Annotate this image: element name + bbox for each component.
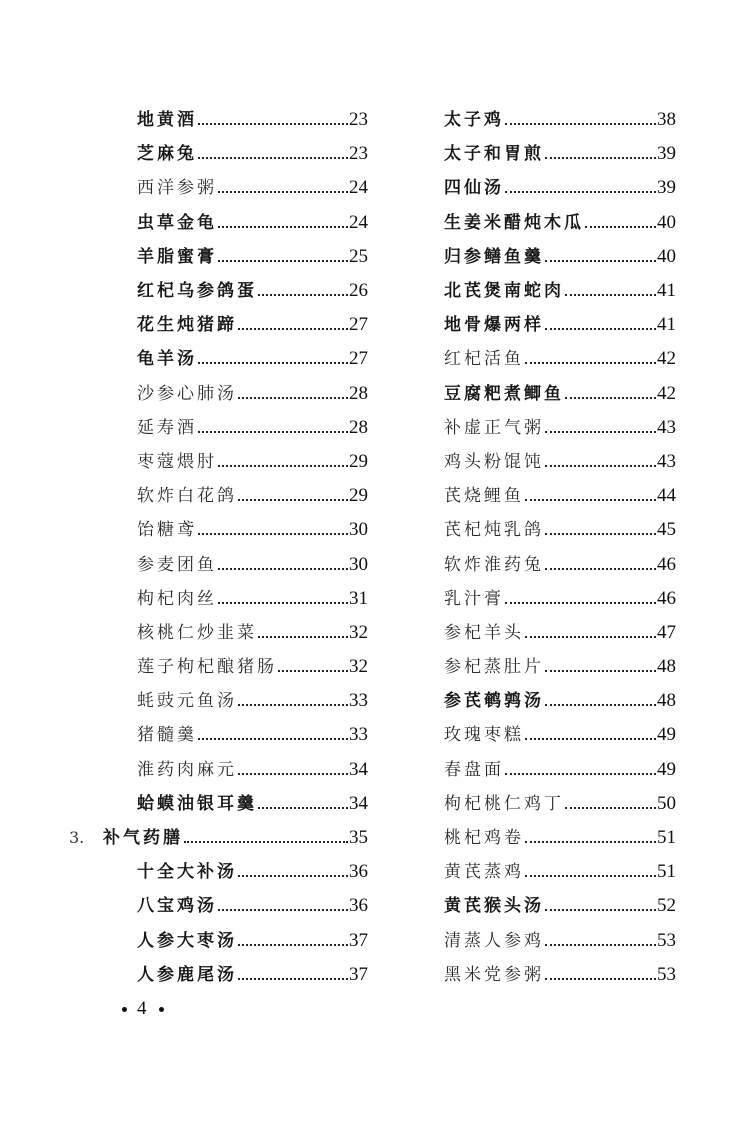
entry-title: 红杞活鱼 [444,349,524,370]
toc-entry [103,308,368,342]
dot-leader [565,281,656,301]
toc-entry [103,342,368,376]
toc-entry [444,411,676,445]
dot-leader [238,691,348,711]
entry-page: 49 [657,758,676,780]
dot-leader [238,315,348,335]
toc-entry [103,650,368,684]
dot-leader [198,520,348,540]
dot-leader [545,315,656,335]
entry-title: 枸杞肉丝 [137,588,217,609]
entry-title: 软炸白花鸽 [137,486,237,507]
toc-entry [444,787,676,821]
dot-leader [198,349,348,369]
dot-leader [525,725,656,745]
dot-leader [545,896,656,916]
entry-page: 27 [349,348,368,370]
dot-leader [238,965,348,985]
dot-leader [218,896,348,916]
toc-entry [444,479,676,513]
entry-title: 沙参心肺汤 [137,383,237,404]
entry-title: 淮药肉麻元 [137,759,237,780]
toc-entry [103,684,368,718]
toc-entry [444,650,676,684]
dot-leader [505,760,656,780]
entry-title: 桃杞鸡卷 [444,828,524,849]
entry-page: 42 [657,382,676,404]
toc-entry [103,103,368,137]
entry-page: 29 [349,450,368,472]
toc-left-column [69,103,368,992]
entry-title: 枸杞桃仁鸡丁 [444,793,564,814]
entry-title: 生姜米醋炖木瓜 [444,212,584,233]
entry-title: 羊脂蜜膏 [137,246,217,267]
entry-title: 八宝鸡汤 [137,896,217,917]
dot-leader [545,144,656,164]
entry-title: 地骨爆两样 [444,315,544,336]
dot-leader [218,555,348,575]
toc-entry [103,411,368,445]
entry-page: 23 [349,109,368,131]
dot-leader [545,965,656,985]
dot-leader [238,931,348,951]
entry-page: 46 [657,553,676,575]
entry-title: 花生炖猪蹄 [137,315,237,336]
dot-leader [565,794,656,814]
entry-title: 莲子枸杞酿猪肠 [137,657,277,678]
entry-page: 33 [349,724,368,746]
toc-entry [444,377,676,411]
entry-page: 24 [349,211,368,233]
toc-entry [103,137,368,171]
entry-page: 33 [349,690,368,712]
dot-leader [184,828,348,848]
toc-entry [103,513,368,547]
entry-page: 49 [657,724,676,746]
bullet-dot-icon [122,1007,127,1012]
entry-title: 猪髓羹 [137,725,197,746]
entry-page: 43 [657,416,676,438]
entry-title: 鸡头粉馄饨 [444,451,544,472]
toc-entry [103,240,368,274]
entry-page: 47 [657,621,676,643]
entry-page: 34 [349,792,368,814]
entry-page: 50 [657,792,676,814]
toc-entry [103,616,368,650]
entry-page: 40 [657,211,676,233]
entry-page: 30 [349,553,368,575]
entry-title: 地黄酒 [137,110,197,131]
toc-entry [103,718,368,752]
entry-page: 37 [349,963,368,985]
dot-leader [585,213,656,233]
entry-page: 26 [349,280,368,302]
entry-title: 枣蔻煨肘 [137,451,217,472]
dot-leader [218,213,348,233]
entry-title: 参杞蒸肚片 [444,657,544,678]
entry-title: 太子和胃煎 [444,144,544,165]
toc-entry [444,958,676,992]
entry-page: 24 [349,177,368,199]
dot-leader [198,418,348,438]
dot-leader [198,725,348,745]
dot-leader [565,384,656,404]
dot-leader [545,691,656,711]
entry-title: 饴糖鸢 [137,520,197,541]
entry-title: 人参大枣汤 [137,930,237,951]
toc-entry [444,718,676,752]
toc-entry [444,274,676,308]
entry-title: 龟羊汤 [137,349,197,370]
entry-title: 参芪鹌鹑汤 [444,691,544,712]
entry-page: 25 [349,245,368,267]
entry-page: 48 [657,656,676,678]
toc-entry [103,855,368,889]
entry-page: 41 [657,280,676,302]
dot-leader [525,349,656,369]
entry-title: 芝麻兔 [137,144,197,165]
entry-page: 53 [657,929,676,951]
toc-entry [103,753,368,787]
entry-title: 补虚正气粥 [444,417,544,438]
entry-title: 虫草金龟 [137,212,217,233]
toc-entry [103,171,368,205]
entry-page: 35 [349,827,368,849]
toc-entry [444,445,676,479]
dot-leader [238,384,348,404]
dot-leader [258,623,348,643]
dot-leader [258,281,348,301]
entry-page: 37 [349,929,368,951]
entry-title: 归参鳝鱼羹 [444,246,544,267]
entry-title: 黄芪猴头汤 [444,896,544,917]
dot-leader [505,110,656,130]
entry-title: 软炸淮药兔 [444,554,544,575]
entry-page: 29 [349,485,368,507]
entry-page: 39 [657,143,676,165]
page-footer [112,998,174,1020]
entry-title: 参麦团鱼 [137,554,217,575]
entry-title: 芪烧鲤鱼 [444,486,524,507]
toc-entry [103,787,368,821]
dot-leader [525,862,656,882]
dot-leader [198,110,348,130]
entry-title: 豆腐粑煮鲫鱼 [444,383,564,404]
toc-entry [103,479,368,513]
entry-page: 44 [657,485,676,507]
entry-page: 38 [657,109,676,131]
dot-leader [525,828,656,848]
entry-page: 53 [657,963,676,985]
page-number: 4 [137,998,149,1019]
section-title: 补气药膳 [103,828,183,849]
section-number: 3. [69,828,85,848]
toc-entry [444,342,676,376]
entry-title: 黑米党参粥 [444,964,544,985]
entry-title: 核桃仁炒韭菜 [137,622,257,643]
entry-page: 41 [657,314,676,336]
toc-right-column [444,103,676,992]
toc-entry [444,889,676,923]
dot-leader [525,486,656,506]
toc-entry [444,171,676,205]
dot-leader [258,794,348,814]
entry-page: 36 [349,861,368,883]
toc-entry [103,274,368,308]
dot-leader [545,452,656,472]
toc-entry [103,582,368,616]
toc-entry [103,445,368,479]
dot-leader [545,247,656,267]
toc-entry [444,137,676,171]
toc-entry [103,547,368,581]
entry-page: 28 [349,382,368,404]
dot-leader [218,589,348,609]
entry-title: 十全大补汤 [137,862,237,883]
entry-title: 蚝豉元鱼汤 [137,691,237,712]
dot-leader [218,452,348,472]
entry-title: 人参鹿尾汤 [137,964,237,985]
dot-leader [545,555,656,575]
toc-entry [103,924,368,958]
toc-entry [103,377,368,411]
entry-page: 43 [657,450,676,472]
dot-leader [545,418,656,438]
entry-title: 太子鸡 [444,110,504,131]
toc-entry [444,753,676,787]
entry-title: 芪杞炖乳鸽 [444,520,544,541]
dot-leader [218,247,348,267]
entry-page: 46 [657,587,676,609]
entry-page: 27 [349,314,368,336]
entry-page: 51 [657,861,676,883]
toc-entry [444,855,676,889]
entry-title: 四仙汤 [444,178,504,199]
toc-entry [444,547,676,581]
entry-page: 23 [349,143,368,165]
toc-entry [444,924,676,958]
toc-entry [444,103,676,137]
entry-page: 51 [657,827,676,849]
entry-title: 玫瑰枣糕 [444,725,524,746]
dot-leader [238,760,348,780]
entry-page: 30 [349,519,368,541]
entry-page: 40 [657,245,676,267]
dot-leader [545,520,656,540]
entry-page: 48 [657,690,676,712]
entry-title: 延寿酒 [137,417,197,438]
toc-entry [103,206,368,240]
dot-leader [505,178,656,198]
entry-page: 32 [349,621,368,643]
dot-leader [278,657,348,677]
toc-entry [444,582,676,616]
toc-entry [103,889,368,923]
entry-page: 34 [349,758,368,780]
dot-leader [218,178,348,198]
toc-entry [444,821,676,855]
entry-title: 西洋参粥 [137,178,217,199]
toc-entry [444,684,676,718]
entry-page: 42 [657,348,676,370]
entry-page: 28 [349,416,368,438]
toc-entry [444,308,676,342]
dot-leader [545,657,656,677]
entry-title: 蛤蟆油银耳羹 [137,793,257,814]
entry-title: 清蒸人参鸡 [444,930,544,951]
entry-title: 红杞乌参鸽蛋 [137,281,257,302]
entry-page: 31 [349,587,368,609]
entry-title: 春盘面 [444,759,504,780]
toc-entry [103,958,368,992]
dot-leader [198,144,348,164]
dot-leader [545,931,656,951]
toc-entry [444,513,676,547]
entry-title: 参杞羊头 [444,622,524,643]
entry-title: 北芪煲南蛇肉 [444,281,564,302]
dot-leader [525,623,656,643]
dot-leader [238,486,348,506]
entry-page: 52 [657,895,676,917]
toc-entry [444,206,676,240]
entry-page: 32 [349,656,368,678]
dot-leader [505,589,656,609]
entry-page: 39 [657,177,676,199]
entry-page: 45 [657,519,676,541]
bullet-dot-icon [159,1007,164,1012]
entry-page: 36 [349,895,368,917]
entry-title: 乳汁膏 [444,588,504,609]
toc-section-heading [69,821,368,855]
toc-entry [444,240,676,274]
toc-entry [444,616,676,650]
entry-title: 黄芪蒸鸡 [444,862,524,883]
dot-leader [238,862,348,882]
